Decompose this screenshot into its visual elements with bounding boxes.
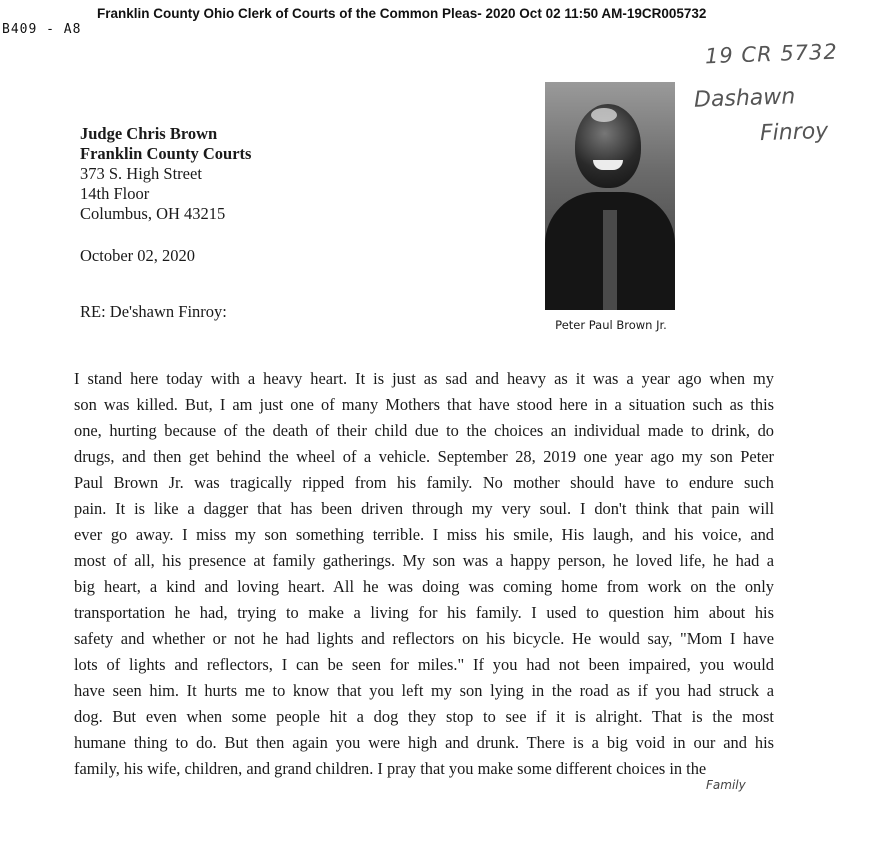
body-line: dog. But even when some people hit a dog they stop to see if it is alright. That is the most <box>74 707 774 726</box>
body-line: have seen him. It hurts me to know that you left my son lying in the road as if you had struck a <box>74 681 774 700</box>
portrait-photo <box>545 82 675 310</box>
handwritten-case-number: 19 CR 5732 <box>704 39 839 69</box>
letter-date: October 02, 2020 <box>80 246 196 265</box>
recipient-org: Franklin County Courts <box>80 144 252 163</box>
body-line: son was killed. But, I am just one of many Mothers that have stood here in a situation such as this <box>74 395 774 414</box>
handwritten-name-first: Dashawn <box>693 84 796 113</box>
address-line-1: 373 S. High Street <box>80 164 202 183</box>
body-line: transportation he had, trying to make a living for his family. I used to question him about his <box>74 603 774 622</box>
letter-body <box>74 366 774 782</box>
body-line: drugs, and then get behind the wheel of a vehicle. September 28, 2019 one year ago my son Peter <box>74 447 774 466</box>
body-line: ever go away. I miss my son something terrible. I miss his smile, His laugh, and his voice, and <box>74 525 774 544</box>
body-line: big heart, a kind and loving heart. All he was doing was coming home from work on the only <box>74 577 774 596</box>
photo-caption: Peter Paul Brown Jr. <box>555 318 667 332</box>
document-stamp-id: B409 - A8 <box>2 22 82 37</box>
address-line-3: Columbus, OH 43215 <box>80 204 226 223</box>
body-line: one, hurting because of the death of their child due to the choices an individual made to drink, do <box>74 421 774 440</box>
clerk-filing-header: Franklin County Ohio Clerk of Courts of the Common Pleas- 2020 Oct 02 11:50 AM-19CR005732 <box>97 6 707 21</box>
recipient-address-block <box>80 124 251 224</box>
handwritten-name-last: Finroy <box>759 118 829 147</box>
recipient-name: Judge Chris Brown <box>80 124 218 143</box>
letter-subject: RE: De'shawn Finroy: <box>80 302 227 321</box>
body-line: family, his wife, children, and grand children. I pray that you make some different choices in the <box>74 759 707 778</box>
body-line: most of all, his presence at family gatherings. My son was a happy person, he loved life, he had a <box>74 551 774 570</box>
body-line: humane thing to do. But then again you were high and drunk. There is a big void in our and his <box>74 733 774 752</box>
body-line: pain. It is like a dagger that has been driven through my very soul. I don't think that pain will <box>74 499 774 518</box>
handwritten-insert-family: Family <box>706 778 746 792</box>
body-line: safety and whether or not he had lights and reflectors on his bicycle. He would say, "Mom I have <box>74 629 774 648</box>
address-line-2: 14th Floor <box>80 184 150 203</box>
body-line: I stand here today with a heavy heart. It is just as sad and heavy as it was a year ago when my <box>74 369 774 388</box>
body-line: Paul Brown Jr. was tragically ripped from his family. No mother should have to endure such <box>74 473 774 492</box>
body-line: lots of lights and reflectors, I can be seen for miles." If you had not been impaired, you would <box>74 655 774 674</box>
